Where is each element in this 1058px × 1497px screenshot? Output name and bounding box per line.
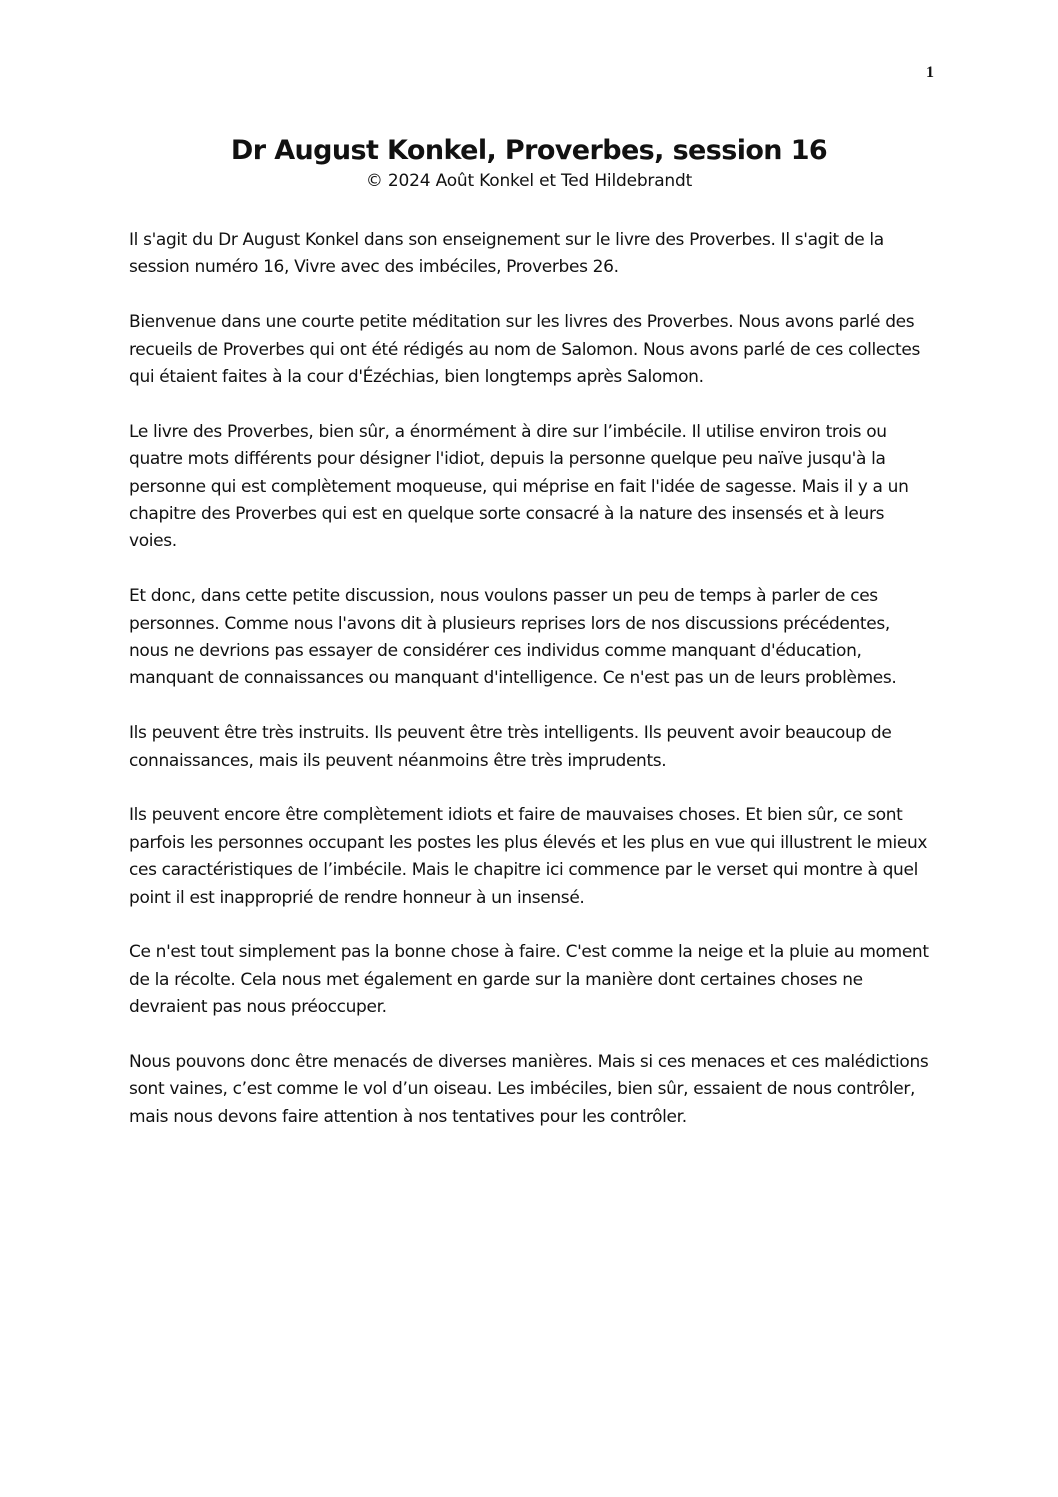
paragraph: Bienvenue dans une courte petite méditation sur les livres des Proverbes. Nous avons parlé des recueils de Proverbes qui ont été rédigés au nom de Salomon. Nous avons parlé de ces collectes qui étaient faites à la cour d'Ézéchias, bien longtemps après Salomon. [129, 312, 920, 388]
document-title: Dr August Konkel, Proverbes, session 16 [230, 135, 828, 166]
page-number: 1 [926, 64, 934, 81]
paragraph: Nous pouvons donc être menacés de diverses manières. Mais si ces menaces et ces malédictions sont vaines, c’est comme le vol d’un oiseau. Les imbéciles, bien sûr, essaient de nous contrôler, mais nous devons faire attention à nos tentatives pour les contrôler. [129, 1052, 929, 1127]
paragraph: Le livre des Proverbes, bien sûr, a énormément à dire sur l’imbécile. Il utilise environ trois ou quatre mots différents pour désigner l'idiot, depuis la personne quelque peu naïve jusqu'à la personne qui est complètement moqueuse, qui méprise en fait l'idée de sagesse. Mais il y a un chapitre des Proverbes qui est en quelque sorte consacré à la nature des insensés et à leurs voies. [129, 421, 909, 552]
paragraph: Ils peuvent être très instruits. Ils peuvent être très intelligents. Ils peuvent avoir beaucoup de connaissances, mais ils peuvent néanmoins être très imprudents. [129, 723, 892, 771]
document-header [0, 133, 1058, 193]
paragraph: Ce n'est tout simplement pas la bonne chose à faire. C'est comme la neige et la pluie au moment de la récolte. Cela nous met également en garde sur la manière dont certaines choses ne devraient pas nous préoccuper. [129, 942, 929, 1018]
document-body [129, 227, 931, 1159]
copyright-line: © 2024 Août Konkel et Ted Hildebrandt [365, 171, 693, 191]
paragraph: Ils peuvent encore être complètement idiots et faire de mauvaises choses. Et bien sûr, ce sont parfois les personnes occupant les postes les plus élevés et les plus en vue qui illustrent le mieux ces caractéristiques de l’imbécile. Mais le chapitre ici commence par le verset qui montre à quel point il est inapproprié de rendre honneur à un insensé. [129, 805, 928, 908]
paragraph: Et donc, dans cette petite discussion, nous voulons passer un peu de temps à parler de ces personnes. Comme nous l'avons dit à plusieurs reprises lors de nos discussions précédentes, nous ne devrions pas essayer de considérer ces individus comme manquant d'éducation, manquant de connaissances ou manquant d'intelligence. Ce n'est pas un de leurs problèmes. [129, 586, 897, 689]
paragraph: Il s'agit du Dr August Konkel dans son enseignement sur le livre des Proverbes. Il s'agit de la session numéro 16, Vivre avec des imbéciles, Proverbes 26. [129, 230, 884, 278]
